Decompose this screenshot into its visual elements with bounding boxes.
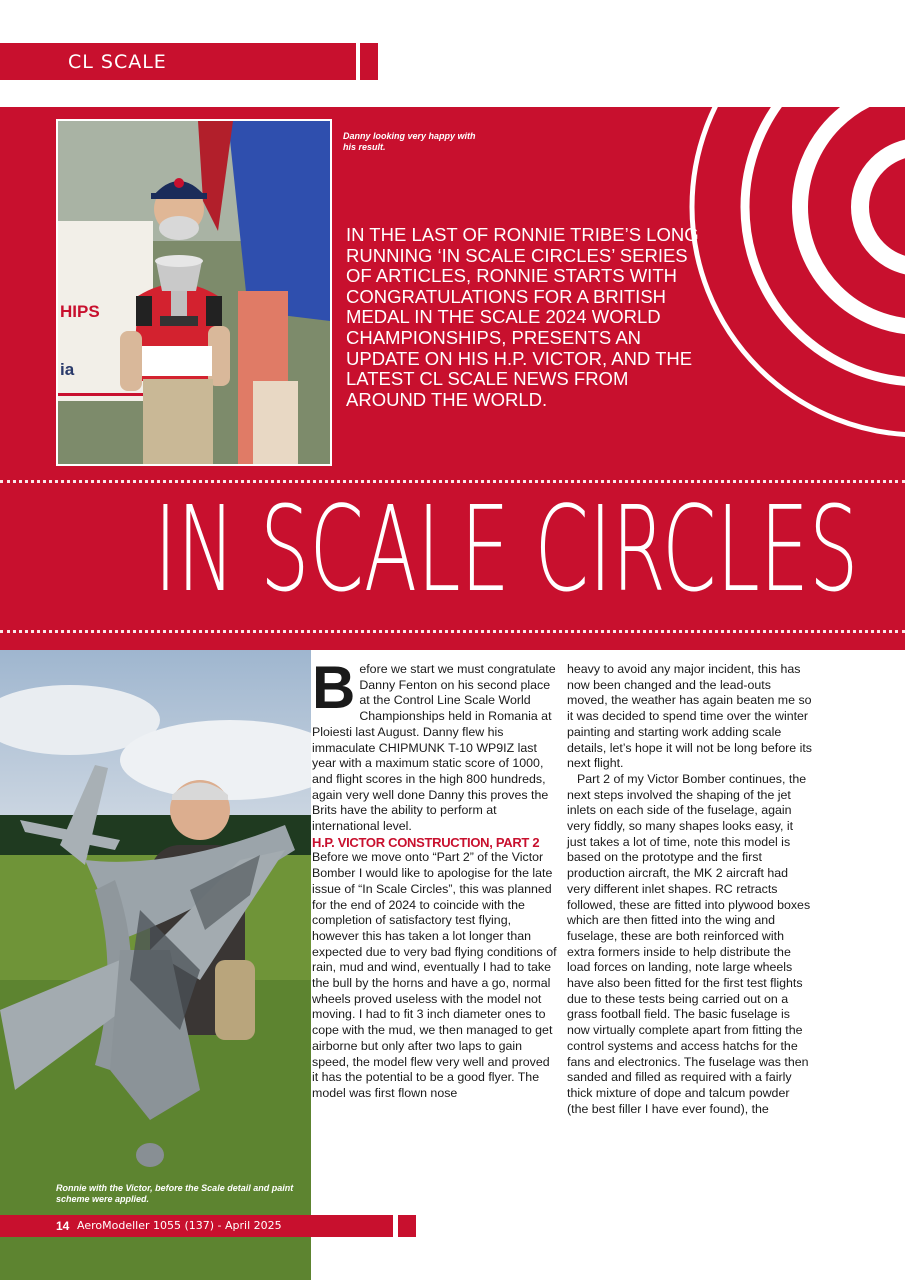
intro-paragraph: IN THE LAST OF RONNIE TRIBE’S LONG RUNNING ‘IN SCALE CIRCLES’ SERIES OF ARTICLES, RONNIE STARTS WITH CONGRATULATIONS FOR A BRITISH MEDAL IN THE SCALE 2024 WORLD CHAMPIONSHIPS, PRESENTS AN UPDATE ON HIS H.P. VICTOR, AND THE LATEST CL SCALE NEWS FROM AROUND THE WORLD.: [346, 224, 699, 410]
page-number: 14: [56, 1219, 70, 1233]
drop-cap: B: [312, 654, 356, 721]
page-footer: [0, 1215, 393, 1237]
hero-banner: [0, 107, 905, 650]
photo-caption: Danny looking very happy with his result.: [343, 131, 476, 152]
section-label: CL SCALE: [68, 51, 167, 73]
banner-text: HIPS: [60, 302, 100, 321]
opening-text: efore we start we must congratulate Danny Fenton on his second place at the Control Line Scale World Championships held in Romania at Ploiesti last August. Danny flew his immaculate CHIPMUNK T-10 WP9IZ last year with a maximum static score of 1000, and flight scores in the high 800 hundreds, again very well done Danny this proves the Brits have the ability to perform at international level.: [312, 662, 556, 834]
article-column-2: [567, 662, 813, 1117]
banner-text-2: ia: [60, 360, 75, 379]
issue-info: AeroModeller 1055 (137) - April 2025: [77, 1219, 282, 1232]
paragraph-2: Before we move onto “Part 2” of the Victor Bomber I would like to apologise for the late issue of “In Scale Circles”, this was planned for the end of 2024 to coincide with the completion of satisfactory test flying, however this has taken a lot longer than expected due to very bad flying conditions of rain, mud and wind, eventually I had to take the bull by the horns and have a go, normal wheels proved useless with the model not moving. I had to fit 3 inch diameter ones to cope with the mud, we then managed to get airborne but only after two laps to gain speed, the model flew very well and proved it has the potential to be a good flyer. The model was first flown nose: [312, 850, 557, 1100]
footer-block: [398, 1215, 416, 1237]
section-subheading: H.P. VICTOR CONSTRUCTION, PART 2: [312, 834, 540, 850]
danny-photo: [56, 119, 332, 466]
section-tab-block: [360, 43, 378, 80]
danny-photo-illustration: [58, 121, 330, 464]
opening-paragraph: [312, 654, 558, 835]
section-tab: [0, 43, 356, 80]
dotted-divider-bottom: [0, 630, 905, 633]
article-column-1: [312, 654, 558, 1102]
victor-photo-caption: Ronnie with the Victor, before the Scale detail and paint scheme were applied.: [56, 1183, 294, 1204]
paragraph-4: Part 2 of my Victor Bomber continues, the next steps involved the shaping of the jet inlets on each side of the fuselage, again very fiddly, so many shapes looks easy, it just takes a lot of time, note this model is based on the prototype and the first production aircraft, the MK 2 aircraft had very different inlet shapes. RC retracts followed, these are fitted into plywood boxes which are then fitted into the wing and fuselage, these are both reinforced with extra formers inside to help distribute the load forces on landing, note large wheels have also been fitted for the first test flights due to these tests being carried out on a grass football field. The basic fuselage is now virtually complete apart from fitting the control systems and access hatchs for the fans and electronics. The fuselage was then sanded and filled as required with a fairly thick mixture of dope and talcum powder (the best filler I have ever found), the: [567, 771, 811, 1116]
article-title: IN SCALE CIRCLES: [154, 480, 859, 618]
paragraph-3: heavy to avoid any major incident, this has now been changed and the lead-outs moved, the weather has again beaten me so it was decided to spend time over the winter painting and starting work adding scale details, let’s hope it will not be long before its next flight.: [567, 662, 812, 771]
